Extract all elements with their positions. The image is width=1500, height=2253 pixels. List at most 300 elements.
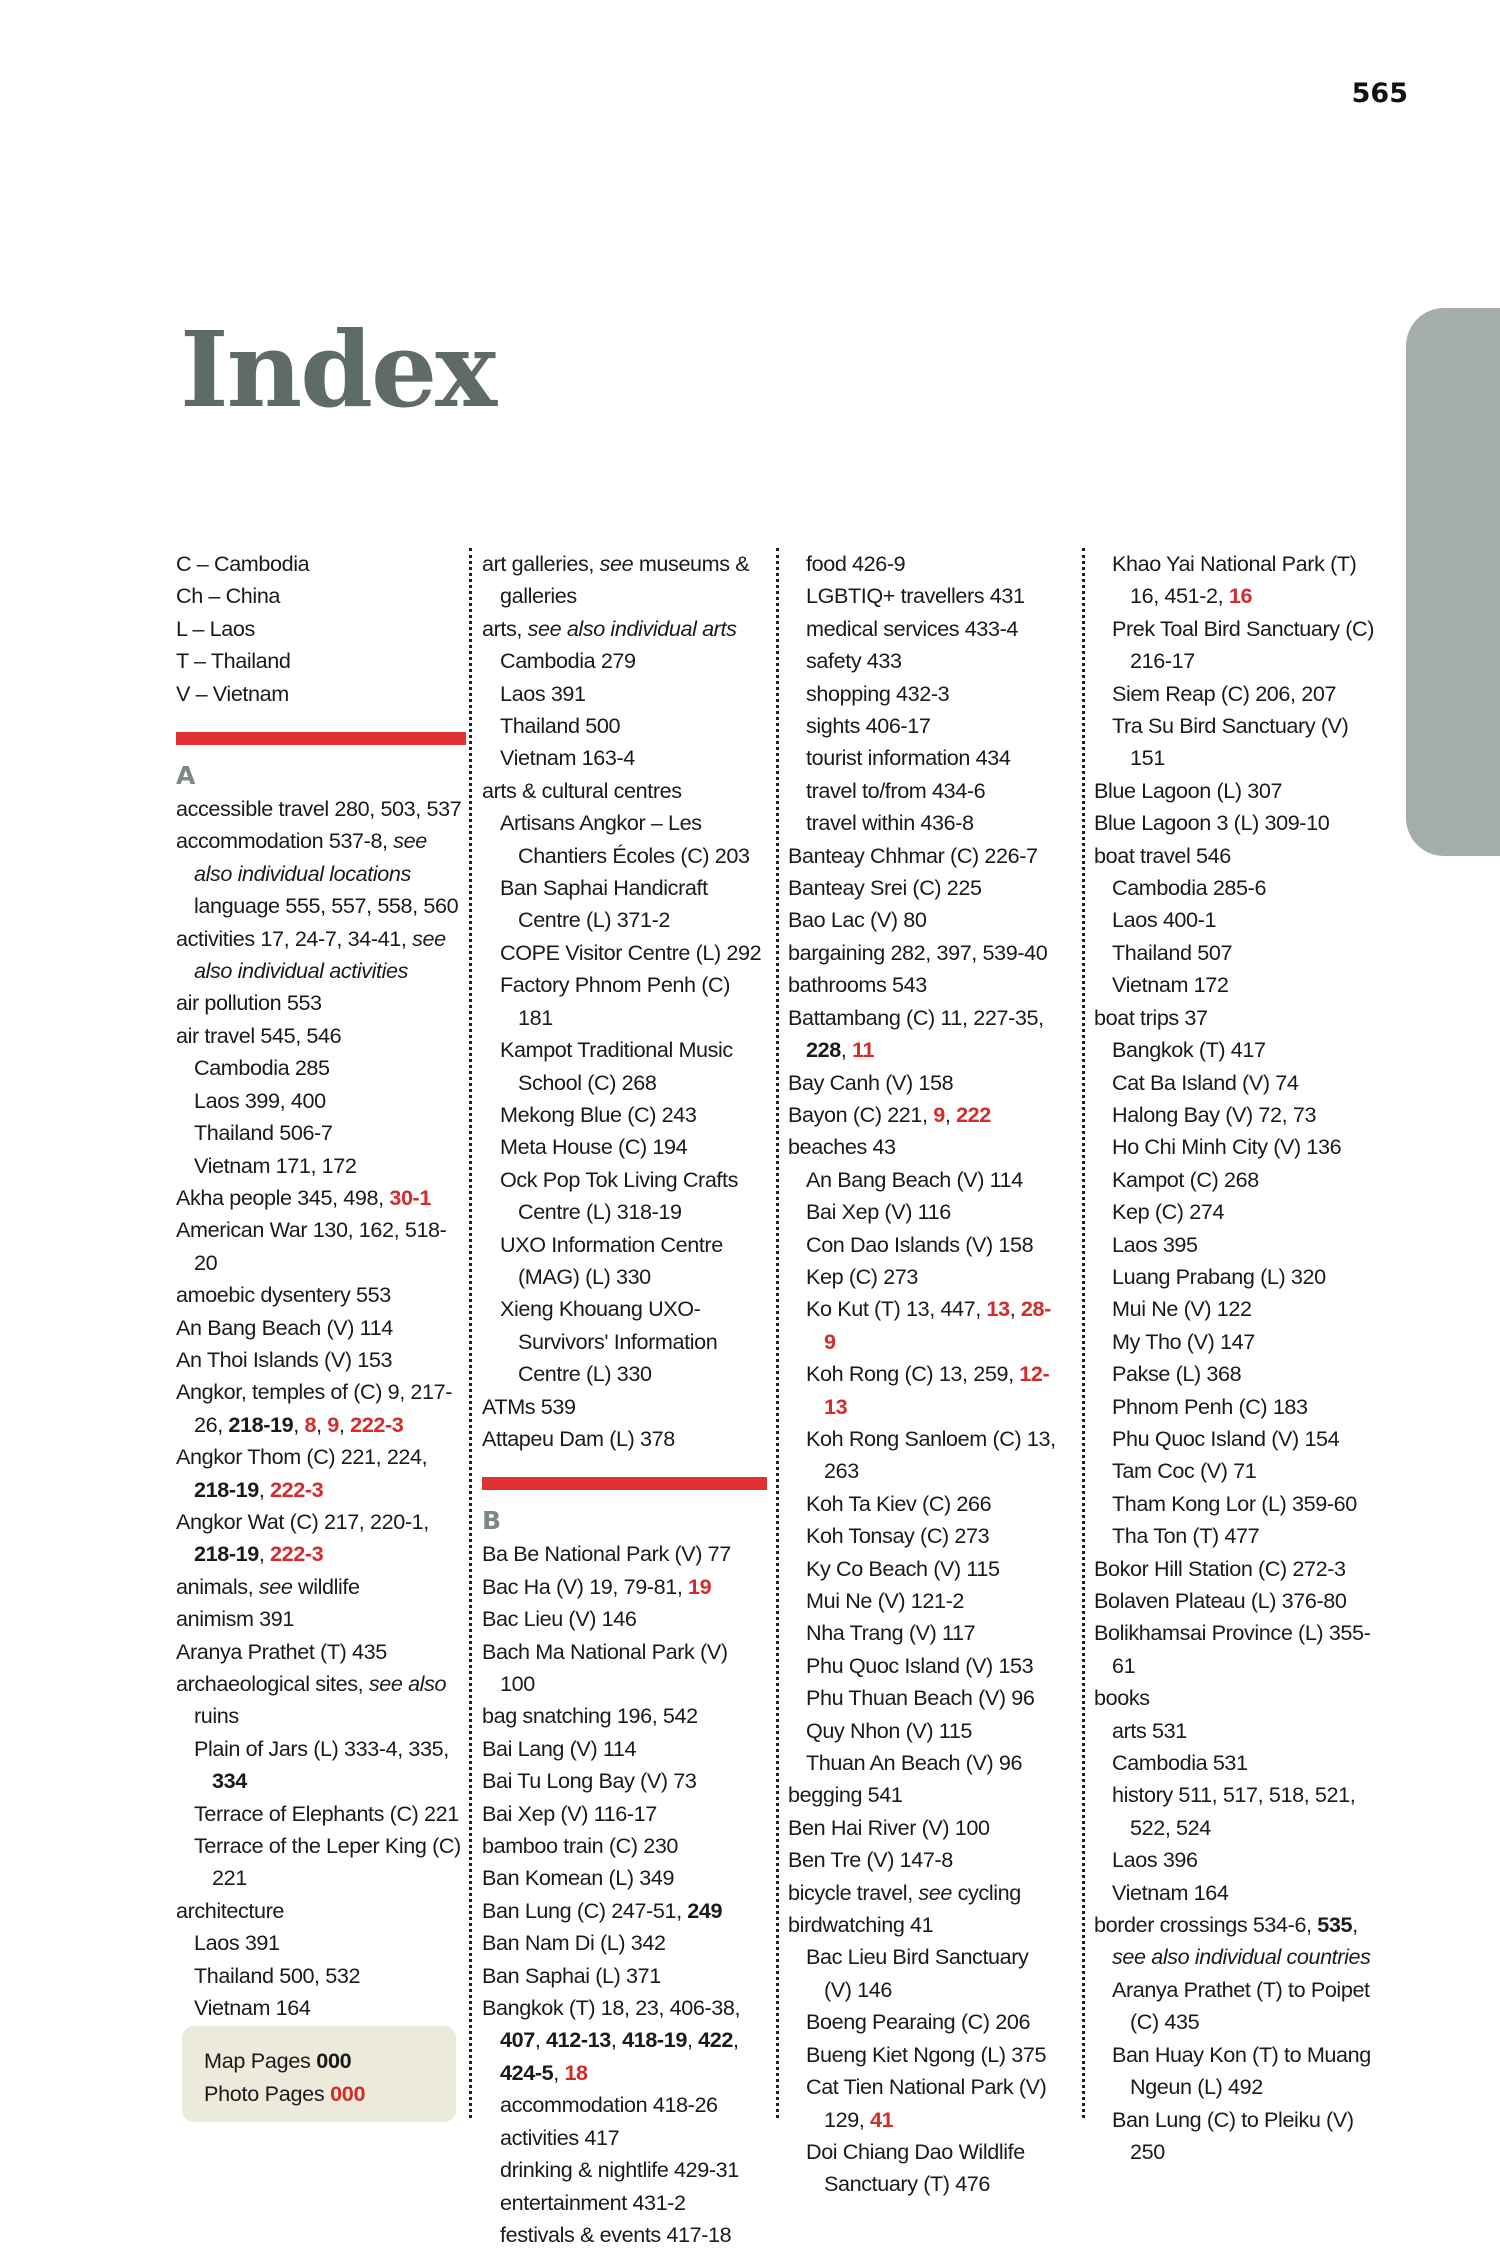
index-entries	[176, 732, 466, 2024]
index-entry	[482, 1603, 767, 1635]
index-subentry	[788, 548, 1058, 580]
index-subentry	[1094, 1423, 1379, 1455]
entry-text: Mui Ne (V) 122	[1112, 1296, 1252, 1322]
index-subentry	[788, 1293, 1058, 1358]
index-subentry	[1094, 710, 1379, 775]
index-subentry	[1094, 1520, 1379, 1552]
index-subentry	[788, 1488, 1058, 1520]
entry-text: Nha Trang (V) 117	[806, 1620, 976, 1646]
index-entry	[1094, 807, 1379, 839]
index-subentry	[788, 1553, 1058, 1585]
entry-text: ,	[1009, 1296, 1021, 1322]
entry-text: art galleries,	[482, 551, 600, 576]
entry-text: Cambodia 279	[500, 648, 636, 674]
entry-text: Vietnam 163-4	[500, 745, 635, 771]
map-page-ref: 249	[687, 1897, 723, 1923]
index-entry	[482, 1960, 767, 1992]
entry-text: wildlife	[292, 1573, 360, 1599]
index-subentry	[788, 645, 1058, 677]
key-item: C – Cambodia	[176, 551, 310, 576]
index-entry	[788, 1779, 1058, 1811]
entry-text: accommodation 418-26	[500, 2092, 718, 2118]
index-subentry	[788, 678, 1058, 710]
entry-text: Angkor Wat (C) 217, 220-1,	[176, 1508, 429, 1534]
entry-text: Cambodia 285-6	[1112, 875, 1267, 901]
index-entries	[1094, 548, 1379, 2168]
index-entry	[788, 1909, 1058, 1941]
index-entry	[788, 1812, 1058, 1844]
entry-text: Bayon (C) 221,	[788, 1101, 934, 1127]
entry-text: Ban Lung (C) 247-51,	[482, 1897, 688, 1923]
entry-text: Banteay Srei (C) 225	[788, 875, 982, 901]
entry-text: Xieng Khouang UXO-Survivors' Information Centre (L) 330	[500, 1296, 718, 1387]
index-entry	[482, 1423, 767, 1455]
entry-text: Tra Su Bird Sanctuary (V) 151	[1112, 713, 1349, 771]
index-subentry	[176, 1052, 466, 1084]
index-subentry	[1094, 1358, 1379, 1390]
map-pages-legend	[204, 2044, 456, 2077]
entry-text: Mui Ne (V) 121-2	[806, 1588, 965, 1613]
entry-text: Thailand 500, 532	[194, 1962, 361, 1988]
index-subentry	[482, 807, 767, 872]
entry-text: accessible travel 280, 503, 537	[176, 796, 462, 822]
entry-text: Ban Saphai Handicraft Centre (L) 371-2	[500, 875, 708, 933]
index-subentry	[788, 580, 1058, 612]
entry-text: Kep (C) 273	[806, 1263, 919, 1289]
index-entry	[176, 1571, 466, 1603]
index-subentry	[1094, 678, 1379, 710]
entry-text: Bangkok (T) 18, 23, 406-38,	[482, 1995, 741, 2021]
index-subentry	[788, 2039, 1058, 2071]
entry-text: Angkor, temples of (C) 9, 217-26,	[176, 1379, 453, 1437]
entry-text: Vietnam 164	[1112, 1879, 1229, 1905]
entry-text: Koh Ta Kiev (C) 266	[806, 1490, 992, 1516]
entry-text: Ban Lung (C) to Pleiku (V) 250	[1112, 2106, 1354, 2164]
index-subentry	[176, 1085, 466, 1117]
entry-text: ,	[840, 1037, 853, 1063]
index-column-4	[1094, 548, 1379, 2168]
entry-text: ,	[686, 2027, 699, 2053]
index-entry	[1094, 1002, 1379, 1034]
entry-text: Bai Lang (V) 114	[482, 1735, 637, 1761]
entry-text: Cambodia 531	[1112, 1750, 1248, 1776]
index-subentry	[788, 1650, 1058, 1682]
index-entry	[788, 1099, 1058, 1131]
entry-text: Khao Yai National Park (T) 16, 451-2,	[1112, 551, 1357, 609]
entry-text: Bac Lieu (V) 146	[482, 1606, 637, 1632]
index-subentry	[176, 890, 466, 922]
photo-pages-value: 000	[330, 2081, 366, 2106]
entry-text: bicycle travel,	[788, 1879, 919, 1905]
index-entry	[176, 1376, 466, 1441]
index-column-2	[482, 548, 767, 2251]
entry-text: COPE Visitor Centre (L) 292	[500, 939, 762, 965]
entry-text: Laos 399, 400	[194, 1087, 326, 1113]
key-item: L – Laos	[176, 615, 255, 641]
entry-text: Thailand 506-7	[194, 1120, 333, 1146]
index-subentry	[482, 742, 767, 774]
index-entry	[1094, 1585, 1379, 1617]
entry-text: Banteay Chhmar (C) 226-7	[788, 842, 1038, 868]
key-item: Ch – China	[176, 583, 281, 609]
index-subentry	[176, 1733, 466, 1798]
entry-text: Ba Be National Park (V) 77	[482, 1541, 731, 1567]
index-subentry	[1094, 904, 1379, 936]
index-subentry	[788, 2006, 1058, 2038]
entry-text: American War 130, 162, 518-20	[176, 1217, 447, 1275]
map-page-ref: 412-13	[546, 2027, 611, 2053]
index-subentry	[1094, 613, 1379, 678]
index-entry	[788, 1844, 1058, 1876]
entry-text: air pollution 553	[176, 990, 322, 1016]
entry-text: Ban Nam Di (L) 342	[482, 1930, 666, 1956]
entry-text: see	[599, 551, 634, 576]
photo-page-ref: 12-13	[824, 1361, 1050, 1419]
index-entry	[788, 1877, 1058, 1909]
index-subentry	[482, 1099, 767, 1131]
entry-text: Bolaven Plateau (L) 376-80	[1094, 1588, 1347, 1613]
index-entry	[482, 613, 767, 645]
entry-text: Aranya Prathet (T) to Poipet (C) 435	[1112, 1976, 1370, 2035]
entry-text: begging 541	[788, 1782, 903, 1808]
entry-text: Vietnam 171, 172	[194, 1152, 357, 1178]
entry-text: Bach Ma National Park (V) 100	[482, 1638, 728, 1696]
entry-text: Laos 396	[1112, 1847, 1198, 1873]
entry-text: ruins	[194, 1703, 239, 1729]
entry-text: Tham Kong Lor (L) 359-60	[1112, 1490, 1357, 1516]
index-entry	[176, 1312, 466, 1344]
entry-text: animism 391	[176, 1606, 295, 1632]
index-subentry	[788, 2136, 1058, 2201]
photo-page-ref: 13	[986, 1296, 1010, 1322]
index-subentry	[788, 1261, 1058, 1293]
index-subentry	[1094, 1261, 1379, 1293]
index-subentry	[1094, 1099, 1379, 1131]
map-page-ref: 535	[1317, 1912, 1353, 1938]
index-subentry	[176, 1992, 466, 2024]
entry-text: Phu Quoc Island (V) 154	[1112, 1425, 1340, 1451]
index-subentry	[788, 1520, 1058, 1552]
index-subentry	[1094, 1877, 1379, 1909]
entry-text: safety 433	[806, 648, 902, 674]
index-subentry	[788, 1423, 1058, 1488]
entry-text: Thailand 500	[500, 713, 621, 739]
index-subentry	[482, 1164, 767, 1229]
entry-text: Koh Rong Sanloem (C) 13, 263	[806, 1425, 1056, 1484]
entry-text: Cat Ba Island (V) 74	[1112, 1069, 1299, 1095]
index-subentry	[482, 872, 767, 937]
entry-text: tourist information 434	[806, 745, 1011, 771]
entry-text: Boeng Pearaing (C) 206	[806, 2009, 1031, 2035]
entry-text: Angkor Thom (C) 221, 224,	[176, 1444, 428, 1470]
photo-page-ref: 8	[304, 1411, 317, 1437]
entry-text: Tha Ton (T) 477	[1112, 1523, 1260, 1549]
index-entry	[1094, 775, 1379, 807]
entry-text: Terrace of the Leper King (C) 221	[194, 1833, 461, 1891]
entry-text: Ban Saphai (L) 371	[482, 1962, 661, 1988]
entry-text: ,	[338, 1411, 351, 1437]
index-entry	[176, 1603, 466, 1635]
photo-page-ref: 28-9	[824, 1296, 1051, 1354]
index-subentry	[482, 1034, 767, 1099]
index-subentry	[176, 1798, 466, 1830]
country-key	[176, 548, 466, 710]
index-subentry	[482, 678, 767, 710]
index-entry	[788, 937, 1058, 969]
entry-text: Ock Pop Tok Living Crafts Centre (L) 318-19	[500, 1166, 739, 1225]
index-subentry	[1094, 1715, 1379, 1747]
map-page-ref: 334	[212, 1768, 247, 1794]
entry-text: travel to/from 434-6	[806, 777, 986, 803]
entry-text: see also individual arts	[527, 615, 737, 641]
index-subentry	[1094, 1974, 1379, 2039]
index-subentry	[482, 2187, 767, 2219]
index-subentry	[1094, 1229, 1379, 1261]
entry-text: Ky Co Beach (V) 115	[806, 1555, 1000, 1581]
column-divider	[776, 548, 779, 2118]
index-entries	[788, 548, 1058, 2201]
entry-text: see also individual countries	[1112, 1944, 1371, 1970]
entry-text: Bac Lieu Bird Sanctuary (V) 146	[806, 1944, 1029, 2002]
entry-text: ,	[534, 2027, 547, 2053]
index-entry	[176, 1668, 466, 1733]
index-entry	[482, 1700, 767, 1732]
entry-text: see	[918, 1879, 953, 1905]
index-entry	[482, 1391, 767, 1423]
index-entry	[176, 1279, 466, 1311]
map-page-ref: 422	[698, 2027, 733, 2053]
index-subentry	[482, 2219, 767, 2251]
entry-text: An Bang Beach (V) 114	[806, 1166, 1023, 1192]
entry-text: travel within 436-8	[806, 810, 974, 836]
entry-text: Bai Xep (V) 116	[806, 1199, 951, 1225]
index-entry	[176, 1214, 466, 1279]
index-subentry	[1094, 1779, 1379, 1844]
photo-pages-legend	[204, 2077, 456, 2110]
map-page-ref: 228	[806, 1037, 841, 1063]
entry-text: Laos 391	[500, 680, 586, 706]
index-subentry	[482, 2154, 767, 2186]
index-subentry	[788, 1747, 1058, 1779]
entry-text: ,	[258, 1476, 271, 1502]
entry-text: ,	[944, 1101, 957, 1127]
index-entry	[176, 1182, 466, 1214]
entry-text: boat travel 546	[1094, 842, 1231, 868]
index-entry	[1094, 1909, 1379, 1974]
index-entry	[482, 1862, 767, 1894]
index-subentry	[1094, 1391, 1379, 1423]
entry-text: Bao Lac (V) 80	[788, 907, 927, 933]
index-subentry	[1094, 1747, 1379, 1779]
index-subentry	[176, 1150, 466, 1182]
entry-text: Bangkok (T) 417	[1112, 1037, 1266, 1063]
photo-page-ref: 222-3	[270, 1476, 324, 1502]
entry-text: ATMs 539	[482, 1393, 576, 1419]
entry-text: Cat Tien National Park (V) 129,	[806, 2074, 1047, 2132]
map-pages-label: Map Pages	[204, 2048, 311, 2073]
entry-text: arts 531	[1112, 1717, 1187, 1743]
entry-text: see	[258, 1573, 293, 1599]
entry-text: Kampot Traditional Music School (C) 268	[500, 1037, 733, 1095]
entry-text: Factory Phnom Penh (C) 181	[500, 972, 731, 1030]
map-page-ref: 407	[500, 2027, 535, 2053]
photo-page-ref: 9	[933, 1101, 945, 1127]
entry-text: border crossings 534-6,	[1094, 1912, 1318, 1938]
index-subentry	[482, 1293, 767, 1390]
entry-text: Ko Kut (T) 13, 447,	[806, 1296, 987, 1322]
index-entry	[482, 1992, 767, 2089]
entry-text: arts & cultural centres	[482, 777, 682, 803]
index-subentry	[788, 2071, 1058, 2136]
index-subentry	[788, 710, 1058, 742]
index-entry	[482, 1798, 767, 1830]
entry-text: Cambodia 285	[194, 1055, 330, 1081]
entry-text: food 426-9	[806, 551, 906, 576]
index-entry	[176, 1020, 466, 1052]
entry-text: Prek Toal Bird Sanctuary (C) 216-17	[1112, 615, 1375, 674]
entry-text: Laos 400-1	[1112, 907, 1217, 933]
entry-text: ,	[258, 1541, 271, 1567]
entry-text: drinking & nightlife 429-31	[500, 2157, 739, 2183]
entry-text: Vietnam 172	[1112, 972, 1229, 998]
entry-text: archaeological sites,	[176, 1671, 369, 1696]
index-subentry	[176, 1927, 466, 1959]
photo-page-ref: 9	[327, 1411, 339, 1437]
entry-text: Bolikhamsai Province (L) 355-61	[1094, 1620, 1371, 1678]
entry-text: Kep (C) 274	[1112, 1199, 1225, 1225]
photo-page-ref: 222-3	[270, 1541, 324, 1567]
index-entry	[788, 1002, 1058, 1067]
index-entry	[788, 840, 1058, 872]
index-subentry	[1094, 969, 1379, 1001]
entry-text: Terrace of Elephants (C) 221	[194, 1800, 459, 1826]
entry-text: Bay Canh (V) 158	[788, 1069, 954, 1095]
index-entry	[788, 904, 1058, 936]
entry-text: bamboo train (C) 230	[482, 1833, 679, 1859]
index-subentry	[788, 1229, 1058, 1261]
entry-text: bathrooms 543	[788, 972, 927, 998]
entry-text: cycling	[952, 1879, 1021, 1905]
entry-text: Bueng Kiet Ngong (L) 375	[806, 2041, 1047, 2067]
index-subentry	[1094, 548, 1379, 613]
key-item: T – Thailand	[176, 648, 291, 674]
entry-text: ,	[732, 2027, 739, 2053]
index-entry	[788, 969, 1058, 1001]
entry-text: Laos 395	[1112, 1231, 1198, 1257]
photo-page-ref: 222	[956, 1101, 991, 1127]
index-entry	[176, 987, 466, 1019]
index-subentry	[1094, 1455, 1379, 1487]
entry-text: beaches 43	[788, 1134, 896, 1160]
entry-text: Attapeu Dam (L) 378	[482, 1425, 675, 1451]
photo-page-ref: 30-1	[389, 1184, 431, 1210]
entry-text: Vietnam 164	[194, 1995, 311, 2021]
index-subentry	[176, 1960, 466, 1992]
index-subentry	[1094, 1034, 1379, 1066]
entry-text: bag snatching 196, 542	[482, 1703, 698, 1729]
index-subentry	[176, 1117, 466, 1149]
index-subentry	[788, 1617, 1058, 1649]
entry-text: ,	[1352, 1912, 1358, 1938]
index-entry	[176, 825, 466, 890]
section-letter: B	[482, 1506, 501, 1536]
entry-text: Ban Komean (L) 349	[482, 1865, 675, 1891]
entry-text: Ho Chi Minh City (V) 136	[1112, 1134, 1342, 1160]
entry-text: Ben Tre (V) 147-8	[788, 1847, 953, 1873]
index-entry	[176, 1895, 466, 1927]
entry-text: Akha people 345, 498,	[176, 1184, 390, 1210]
index-entry	[176, 923, 466, 988]
entry-text: Quy Nhon (V) 115	[806, 1717, 973, 1743]
entry-text: ,	[553, 2059, 565, 2085]
entry-text: LGBTIQ+ travellers 431	[806, 583, 1025, 609]
map-page-ref: 424-5	[500, 2059, 554, 2085]
index-entries	[482, 548, 767, 2251]
entry-text: Thuan An Beach (V) 96	[806, 1750, 1023, 1776]
entry-text: accommodation 537-8,	[176, 828, 394, 854]
index-subentry	[176, 1830, 466, 1895]
index-subentry	[1094, 1164, 1379, 1196]
index-entry	[788, 1067, 1058, 1099]
entry-text: Doi Chiang Dao Wildlife Sanctuary (T) 476	[806, 2138, 1025, 2197]
entry-text: Bokor Hill Station (C) 272-3	[1094, 1555, 1346, 1581]
index-entry	[482, 1830, 767, 1862]
index-subentry	[788, 1358, 1058, 1423]
index-subentry	[482, 1229, 767, 1294]
index-column-3	[788, 548, 1058, 2201]
entry-text: Artisans Angkor – Les Chantiers Écoles (C) 203	[500, 810, 750, 868]
index-entry	[176, 1344, 466, 1376]
index-subentry	[1094, 1196, 1379, 1228]
entry-text: Blue Lagoon 3 (L) 309-10	[1094, 810, 1330, 836]
index-entry	[1094, 840, 1379, 872]
index-entry	[1094, 1553, 1379, 1585]
index-entry	[1094, 1617, 1379, 1682]
index-subentry	[788, 775, 1058, 807]
index-subentry	[788, 1164, 1058, 1196]
entry-text: Kampot (C) 268	[1112, 1166, 1259, 1192]
index-entry	[482, 1571, 767, 1603]
map-page-ref: 418-19	[622, 2027, 687, 2053]
index-subentry	[482, 2122, 767, 2154]
entry-text: Luang Prabang (L) 320	[1112, 1263, 1326, 1289]
index-subentry	[482, 969, 767, 1034]
entry-text: Aranya Prathet (T) 435	[176, 1638, 387, 1664]
entry-text: Ban Huay Kon (T) to Muang Ngeun (L) 492	[1112, 2041, 1371, 2100]
section-divider-bar	[482, 1477, 767, 1490]
index-subentry	[788, 1715, 1058, 1747]
entry-text: medical services 433-4	[806, 615, 1019, 641]
photo-page-ref: 11	[852, 1037, 875, 1063]
page-number: 565	[1351, 78, 1408, 109]
map-page-ref: 218-19	[228, 1411, 294, 1437]
index-subentry	[788, 1941, 1058, 2006]
entry-text: see also individual activities	[194, 925, 446, 984]
index-subentry	[482, 1131, 767, 1163]
entry-text: An Thoi Islands (V) 153	[176, 1346, 393, 1372]
index-subentry	[1094, 1293, 1379, 1325]
index-entry	[788, 872, 1058, 904]
chapter-thumb-tab	[1406, 308, 1500, 856]
index-subentry	[482, 2089, 767, 2121]
entry-text: architecture	[176, 1897, 285, 1923]
entry-text: ,	[293, 1411, 305, 1437]
entry-text: festivals & events 417-18	[500, 2221, 732, 2247]
key-item: V – Vietnam	[176, 680, 289, 706]
entry-text: books	[1094, 1685, 1150, 1711]
index-entry	[482, 1927, 767, 1959]
index-subentry	[788, 807, 1058, 839]
